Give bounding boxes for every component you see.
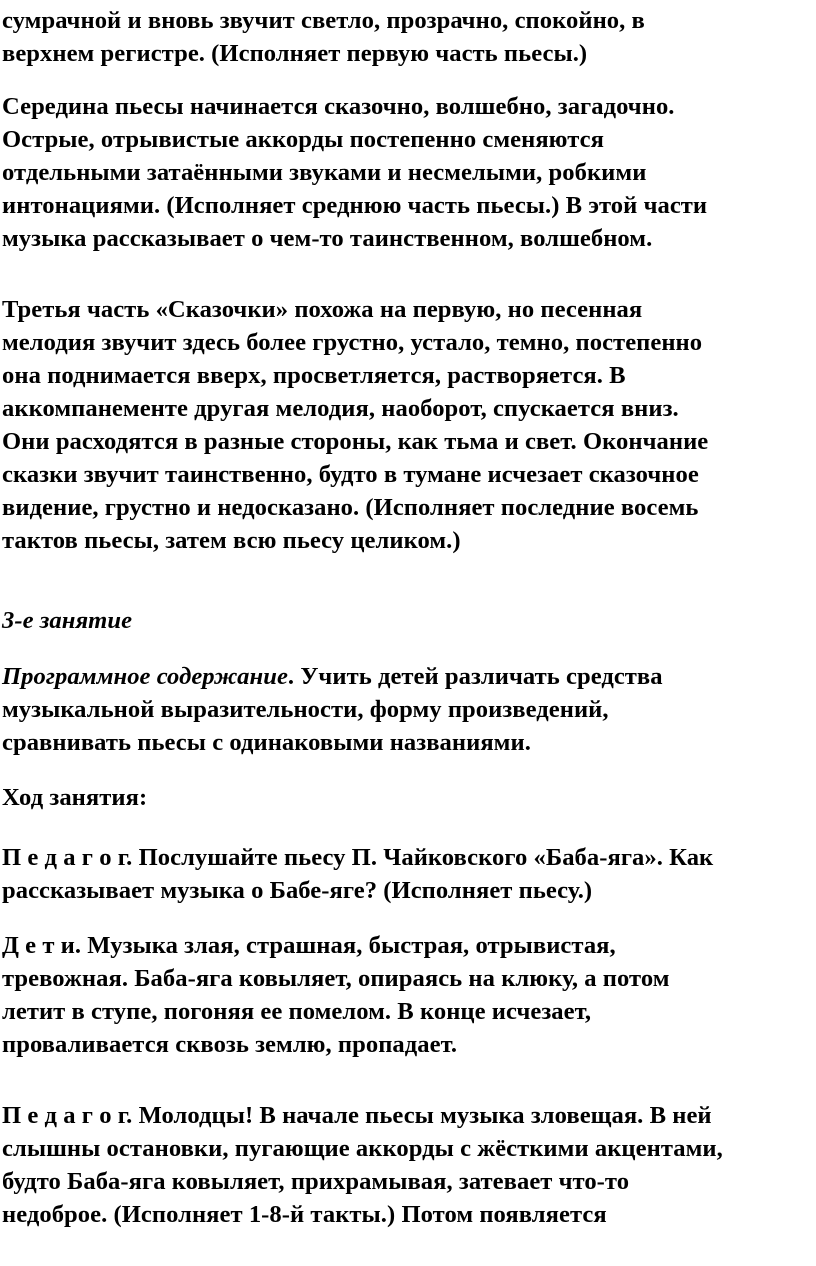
paragraph-teacher-1 [2, 841, 812, 907]
paragraph-program [2, 660, 812, 759]
paragraph-course [2, 781, 812, 814]
text-line: Они расходятся в разные стороны, как тьма и свет. Окончание [2, 428, 709, 455]
text-line: сказки звучит таинственно, будто в тумане исчезает сказочное [2, 461, 699, 488]
text-line [2, 660, 812, 693]
paragraph-children [2, 929, 812, 1061]
text-line: недоброе. (Исполняет 1-8-й такты.) Потом появляется [2, 1201, 607, 1228]
text-line: тактов пьесы, затем всю пьесу целиком.) [2, 527, 461, 554]
text-line: П е д а г о г. Молодцы! В начале пьесы музыка зловещая. В ней [2, 1102, 712, 1129]
text-line: слышны остановки, пугающие аккорды с жёсткими акцентами, [2, 1135, 723, 1162]
text-line: проваливается сквозь землю, пропадает. [2, 1031, 458, 1058]
text-line: летит в ступе, погоняя ее помелом. В конце исчезает, [2, 998, 592, 1025]
text-line: Середина пьесы начинается сказочно, волшебно, загадочно. [2, 93, 675, 120]
program-content-label: Программное содержание [2, 663, 288, 690]
paragraph-teacher-2 [2, 1099, 812, 1231]
text-line: музыкальной выразительности, форму произведений, [2, 696, 609, 723]
label-punct: . [287, 663, 295, 690]
text-line: тревожная. Баба-яга ковыляет, опираясь на клюку, а потом [2, 965, 670, 992]
text-line: Д е т и. Музыка злая, страшная, быстрая, отрывистая, [2, 932, 616, 959]
text-line: рассказывает музыка о Бабе-яге? (Исполняет пьесу.) [2, 877, 593, 904]
text-line: будто Баба-яга ковыляет, прихрамывая, затевает что-то [2, 1168, 630, 1195]
text-line: она поднимается вверх, просветляется, растворяется. В [2, 362, 626, 389]
section-heading [2, 604, 812, 637]
paragraph-1 [2, 4, 812, 70]
text-line: интонациями. (Исполняет среднюю часть пьесы.) В этой части [2, 192, 708, 219]
text-line: сумрачной и вновь звучит светло, прозрачно, спокойно, в [2, 7, 645, 34]
text-line: музыка рассказывает о чем-то таинственном, волшебном. [2, 225, 653, 252]
text-line: Ход занятия: [2, 784, 148, 811]
text-line: П е д а г о г. Послушайте пьесу П. Чайковского «Баба-яга». Как [2, 844, 714, 871]
text-line: отдельными затаёнными звуками и несмелыми, робкими [2, 159, 647, 186]
text-line: аккомпанементе другая мелодия, наоборот, спускается вниз. [2, 395, 679, 422]
paragraph-3 [2, 293, 812, 557]
paragraph-2 [2, 90, 812, 255]
text-line: сравнивать пьесы с одинаковыми названиями. [2, 729, 531, 756]
text-run: Учить детей различать средства [294, 663, 663, 690]
lesson-heading: 3-е занятие [2, 607, 133, 634]
text-line: мелодия звучит здесь более грустно, устало, темно, постепенно [2, 329, 703, 356]
text-line: Острые, отрывистые аккорды постепенно сменяются [2, 126, 604, 153]
text-line: верхнем регистре. (Исполняет первую часть пьесы.) [2, 40, 588, 67]
text-line: Третья часть «Сказочки» похожа на первую, но песенная [2, 296, 643, 323]
text-line: видение, грустно и недосказано. (Исполняет последние восемь [2, 494, 699, 521]
